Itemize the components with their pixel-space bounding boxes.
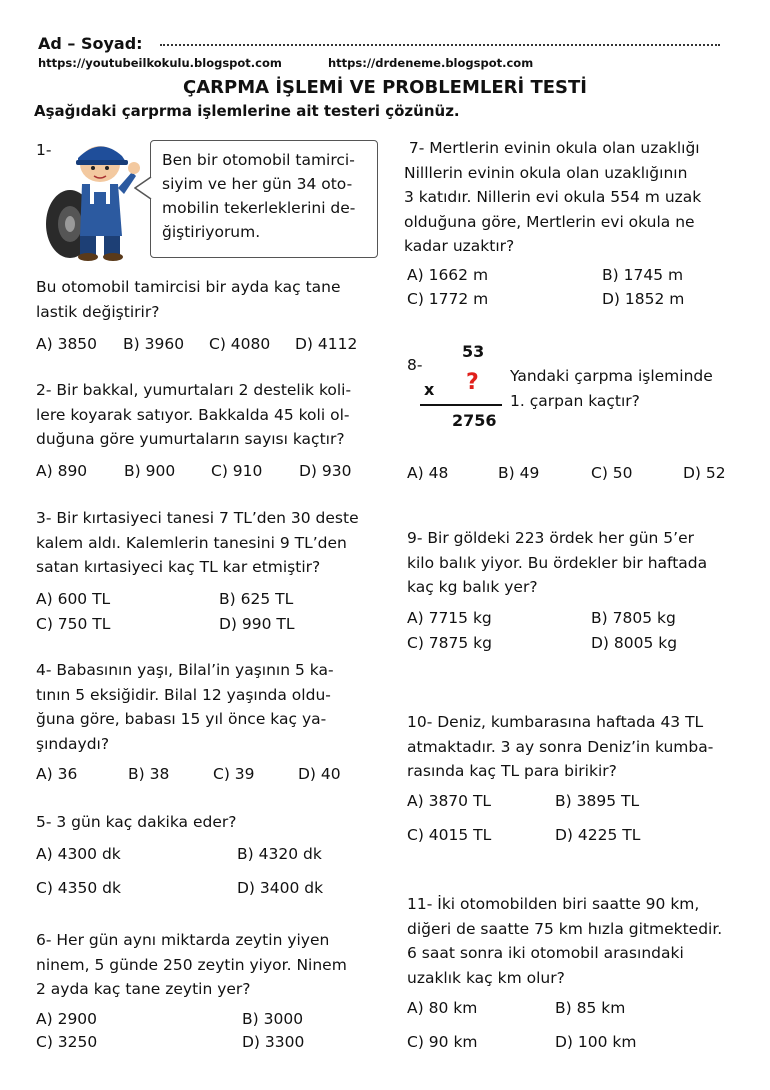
question-line: 7- Mertlerin evinin okula olan uzaklığı — [404, 139, 700, 157]
multiplicand: 53 — [462, 342, 485, 361]
q5-option-c[interactable]: C) 4350 dk — [36, 879, 121, 897]
q3-option-b[interactable]: B) 625 TL — [219, 590, 294, 608]
question-line: kadar uzaktır? — [404, 237, 515, 255]
question-line: kaç kg balık yer? — [407, 578, 538, 596]
q9-text — [407, 526, 707, 600]
q3-text — [36, 506, 359, 580]
q11-text — [407, 892, 722, 990]
q9-option-a[interactable]: A) 7715 kg — [407, 609, 492, 627]
question-line: Nilllerin evinin okula olan uzaklığının — [404, 163, 688, 182]
q10-option-a[interactable]: A) 3870 TL — [407, 792, 492, 810]
q10-option-d[interactable]: D) 4225 TL — [555, 826, 641, 844]
q8-option-a[interactable]: A) 48 — [407, 464, 449, 482]
question-line: satan kırtasiyeci kaç TL kar etmiştir? — [36, 558, 321, 576]
q3-option-d[interactable]: D) 990 TL — [219, 615, 295, 633]
question-line: Bu otomobil tamircisi bir ayda kaç tane — [36, 278, 341, 296]
product: 2756 — [452, 411, 497, 430]
url-left[interactable]: https://youtubeilkokulu.blogspot.com — [38, 56, 282, 70]
q1-option-b[interactable]: B) 3960 — [123, 335, 185, 353]
q8-option-b[interactable]: B) 49 — [498, 464, 540, 482]
q2-option-c[interactable]: C) 910 — [211, 462, 263, 480]
question-line: uzaklık kaç km olur? — [407, 968, 565, 987]
q7-option-a[interactable]: A) 1662 m — [407, 266, 489, 284]
q8-option-d[interactable]: D) 52 — [683, 464, 726, 482]
question-line: 1. çarpan kaçtır? — [510, 391, 640, 410]
q11-option-c[interactable]: C) 90 km — [407, 1033, 478, 1051]
question-line: ninem, 5 günde 250 zeytin yiyor. Ninem — [36, 955, 347, 974]
q8-number: 8- — [407, 356, 423, 374]
q6-option-d[interactable]: D) 3300 — [242, 1033, 305, 1051]
question-line: 5- 3 gün kaç dakika eder? — [36, 813, 237, 831]
question-line: rasında kaç TL para birikir? — [407, 762, 617, 780]
q7-option-c[interactable]: C) 1772 m — [407, 290, 489, 308]
question-line: şındaydı? — [36, 734, 110, 753]
question-line: 11- İki otomobilden biri saatte 90 km, — [407, 895, 700, 913]
q5-option-a[interactable]: A) 4300 dk — [36, 845, 121, 863]
question-line: 2- Bir bakkal, yumurtaları 2 destelik koli- — [36, 381, 352, 399]
q4-option-a[interactable]: A) 36 — [36, 765, 78, 783]
question-line: olduğuna göre, Mertlerin evi okula ne — [404, 212, 695, 231]
mechanic-icon — [76, 146, 140, 261]
q1-option-d[interactable]: D) 4112 — [295, 335, 358, 353]
question-line: kilo balık yiyor. Bu ördekler bir haftada — [407, 553, 708, 572]
name-fill-line[interactable] — [160, 44, 720, 46]
q1-option-c[interactable]: C) 4080 — [209, 335, 271, 353]
q7-text — [404, 136, 701, 259]
name-label: Ad – Soyad: — [38, 34, 143, 53]
q6-option-a[interactable]: A) 2900 — [36, 1010, 98, 1028]
q10-option-c[interactable]: C) 4015 TL — [407, 826, 492, 844]
q7-option-d[interactable]: D) 1852 m — [602, 290, 685, 308]
q10-option-b[interactable]: B) 3895 TL — [555, 792, 640, 810]
question-line: lastik değiştirir? — [36, 302, 160, 321]
question-line: 3- Bir kırtasiyeci tanesi 7 TL’den 30 deste — [36, 509, 359, 527]
multiplication-line — [420, 404, 502, 406]
q1-option-a[interactable]: A) 3850 — [36, 335, 98, 353]
q11-option-b[interactable]: B) 85 km — [555, 999, 626, 1017]
bubble-line: mobilin tekerleklerini de- — [162, 199, 356, 217]
page-title: ÇARPMA İŞLEMİ VE PROBLEMLERİ TESTİ — [183, 77, 587, 98]
question-line: Yandaki çarpma işleminde — [510, 367, 713, 385]
q5-option-b[interactable]: B) 4320 dk — [237, 845, 322, 863]
q4-option-b[interactable]: B) 38 — [128, 765, 170, 783]
q8-option-c[interactable]: C) 50 — [591, 464, 633, 482]
q4-option-d[interactable]: D) 40 — [298, 765, 341, 783]
question-line: kalem aldı. Kalemlerin tanesini 9 TL’den — [36, 533, 347, 552]
q2-option-d[interactable]: D) 930 — [299, 462, 352, 480]
q9-option-d[interactable]: D) 8005 kg — [591, 634, 678, 652]
bubble-line: Ben bir otomobil tamirci- — [162, 151, 355, 169]
bubble-line: siyim ve her gün 34 oto- — [162, 175, 353, 193]
question-line: 9- Bir göldeki 223 ördek her gün 5’er — [407, 529, 694, 547]
q5-text — [36, 810, 237, 835]
q5-option-d[interactable]: D) 3400 dk — [237, 879, 324, 897]
multiply-sign: x — [424, 380, 435, 399]
q9-option-b[interactable]: B) 7805 kg — [591, 609, 676, 627]
q10-text — [407, 710, 713, 784]
page-subtitle: Aşağıdaki çarprma işlemlerine ait testeri çözünüz. — [34, 102, 460, 120]
question-line: 2 ayda kaç tane zeytin yer? — [36, 980, 251, 998]
question-line: ğuna göre, babası 15 yıl önce kaç ya- — [36, 710, 327, 728]
question-line: tının 5 eksiğidir. Bilal 12 yaşında oldu- — [36, 685, 331, 704]
question-line: atmaktadır. 3 ay sonra Deniz’in kumba- — [407, 737, 714, 756]
question-line: 10- Deniz, kumbarasına haftada 43 TL — [407, 713, 704, 731]
q1-text — [36, 275, 341, 324]
question-line: 6 saat sonra iki otomobil arasındaki — [407, 944, 684, 962]
question-line: duğuna göre yumurtaların sayısı kaçtır? — [36, 430, 345, 448]
question-line: 4- Babasının yaşı, Bilal’in yaşının 5 ka- — [36, 661, 334, 679]
q2-text — [36, 378, 351, 452]
q4-option-c[interactable]: C) 39 — [213, 765, 255, 783]
q1-number: 1- — [36, 141, 52, 159]
question-line: diğeri de saatte 75 km hızla gitmektedir. — [407, 919, 723, 938]
q11-option-a[interactable]: A) 80 km — [407, 999, 478, 1017]
q4-text — [36, 658, 334, 756]
q8-text — [510, 364, 713, 413]
q3-option-c[interactable]: C) 750 TL — [36, 615, 111, 633]
speech-bubble-text — [162, 148, 372, 244]
question-line: 3 katıdır. Nillerin evi okula 554 m uzak — [404, 188, 702, 206]
q6-text — [36, 928, 347, 1002]
speech-bubble-tail — [134, 175, 152, 201]
q6-option-b[interactable]: B) 3000 — [242, 1010, 304, 1028]
q9-option-c[interactable]: C) 7875 kg — [407, 634, 492, 652]
q6-option-c[interactable]: C) 3250 — [36, 1033, 98, 1051]
question-line: lere koyarak satıyor. Bakkalda 45 koli ol- — [36, 405, 350, 424]
question-line: 6- Her gün aynı miktarda zeytin yiyen — [36, 931, 330, 949]
q2-option-a[interactable]: A) 890 — [36, 462, 88, 480]
q11-option-d[interactable]: D) 100 km — [555, 1033, 637, 1051]
q7-option-b[interactable]: B) 1745 m — [602, 266, 684, 284]
unknown-factor: ? — [466, 370, 479, 395]
bubble-line: ğiştiriyorum. — [162, 223, 261, 241]
url-right[interactable]: https://drdeneme.blogspot.com — [328, 56, 534, 70]
q3-option-a[interactable]: A) 600 TL — [36, 590, 111, 608]
q2-option-b[interactable]: B) 900 — [124, 462, 176, 480]
